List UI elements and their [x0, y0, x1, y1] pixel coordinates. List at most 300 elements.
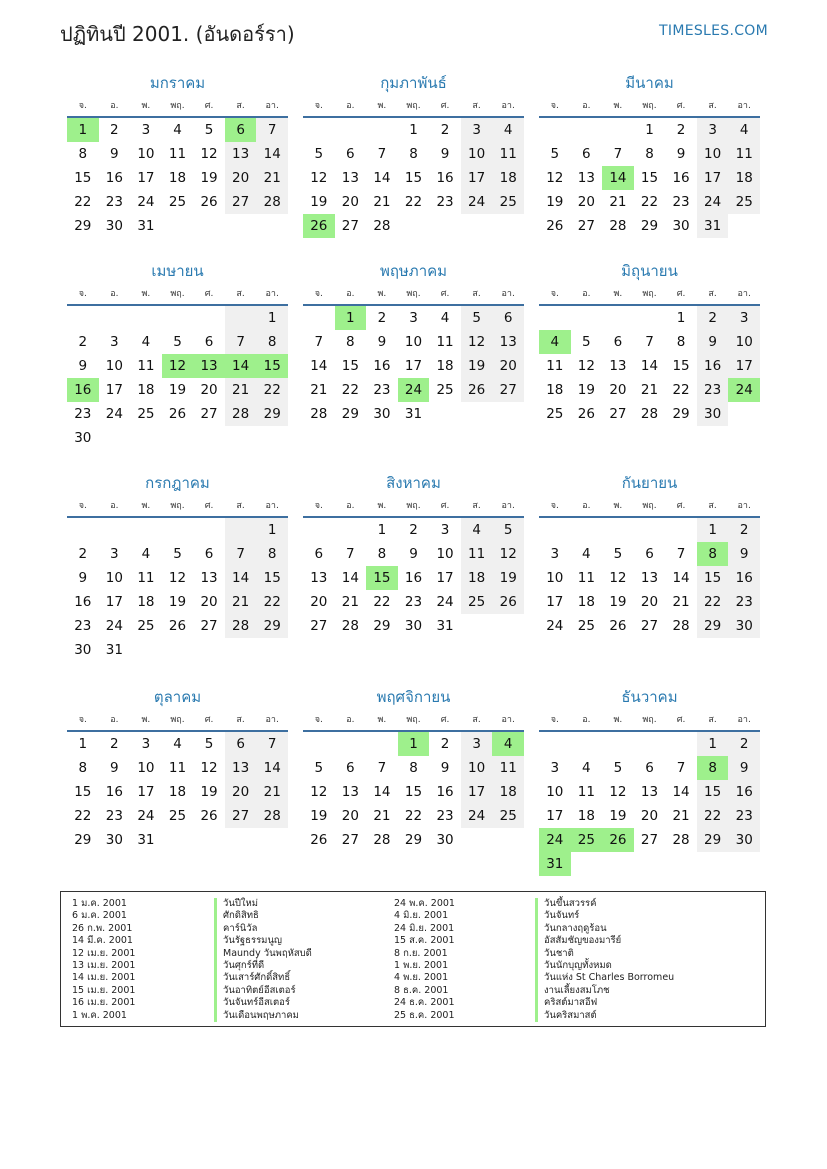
- day-cell: 16: [105, 784, 123, 800]
- month-11: [303, 684, 524, 852]
- day-cell: 28: [310, 406, 328, 422]
- month-8: [303, 470, 524, 638]
- day-cell: 21: [609, 194, 627, 210]
- day-cell: 9: [110, 146, 119, 162]
- holiday-date: 14 มี.ค. 2001: [72, 935, 133, 947]
- day-cell: 8: [676, 334, 686, 350]
- day-cell: 9: [440, 760, 450, 776]
- holiday-name: วันกลางฤดูร้อน: [535, 923, 674, 935]
- weekday-label: ส.: [708, 715, 717, 725]
- empty-day-cell: [225, 518, 257, 542]
- day-cell: 9: [78, 570, 88, 586]
- month-1: [67, 70, 288, 238]
- day-cell: 22: [256, 590, 288, 614]
- day-cell: 24: [546, 618, 564, 634]
- weekday-label: อา.: [501, 715, 515, 725]
- day-cell: 27: [200, 406, 218, 422]
- holiday-date: 4 มิ.ย. 2001: [394, 910, 449, 922]
- day-cell: 13: [609, 358, 627, 374]
- day-cell: 13: [310, 570, 328, 586]
- day-cell: 15: [404, 170, 423, 186]
- day-cell: 5: [314, 146, 324, 162]
- day-cell: 11: [436, 334, 454, 350]
- day-cell: 1: [335, 306, 367, 330]
- weekday-label: ศ.: [204, 289, 214, 299]
- weekday-label: ศ.: [440, 101, 450, 111]
- weekday-label: ศ.: [440, 289, 450, 299]
- day-cell: 19: [168, 382, 187, 398]
- empty-day-cell: [602, 518, 634, 542]
- day-cell: 15: [672, 358, 690, 374]
- weekday-label: ส.: [236, 101, 245, 111]
- day-cell: 1: [377, 522, 387, 538]
- day-cell: 1: [398, 732, 430, 756]
- weekday-label: ส.: [708, 289, 717, 299]
- weekday-label: จ.: [550, 289, 559, 299]
- holiday-dates-left: [72, 898, 135, 1022]
- holiday-name: วันเดือนพฤษภาคม: [214, 1010, 312, 1022]
- month-name: พฤศจิกายน: [376, 688, 451, 706]
- day-cell: 7: [225, 330, 257, 354]
- day-cell: 2: [440, 122, 450, 138]
- day-cell: 6: [645, 546, 654, 562]
- empty-day-cell: [303, 118, 335, 142]
- day-cell: 15: [640, 170, 659, 186]
- page-title: ปฏิทินปี 2001. (อันดอร์รา): [60, 22, 295, 46]
- day-cell: 21: [341, 594, 359, 610]
- empty-day-cell: [665, 518, 697, 542]
- day-grid: [539, 306, 760, 426]
- day-cell: 5: [173, 546, 182, 562]
- day-cell: 6: [346, 146, 355, 162]
- holiday-date: 8 ธ.ค. 2001: [394, 984, 449, 996]
- weekday-label: ส.: [708, 501, 717, 511]
- day-cell: 12: [609, 570, 627, 586]
- day-cell: 24: [137, 808, 155, 824]
- day-cell: 18: [546, 382, 564, 398]
- weekday-label: ศ.: [676, 501, 686, 511]
- weekday-label: ส.: [708, 101, 717, 111]
- holiday-name: คาร์นิวัล: [214, 923, 312, 935]
- day-cell: 22: [672, 382, 690, 398]
- day-cell: 30: [105, 832, 123, 848]
- day-cell: 24: [697, 190, 729, 214]
- day-cell: 27: [577, 218, 595, 234]
- day-cell: 2: [728, 518, 760, 542]
- day-cell: 19: [609, 594, 627, 610]
- day-cell: 5: [173, 334, 182, 350]
- day-cell: 13: [225, 142, 257, 166]
- day-cell: 14: [373, 170, 391, 186]
- day-cell: 8: [78, 760, 88, 776]
- day-cell: 14: [373, 784, 391, 800]
- day-cell: 21: [225, 378, 257, 402]
- day-cell: 12: [310, 784, 328, 800]
- day-cell: 10: [546, 784, 564, 800]
- day-cell: 27: [640, 832, 659, 848]
- day-cell: 31: [137, 218, 155, 234]
- day-cell: 5: [204, 736, 214, 752]
- day-cell: 23: [436, 194, 454, 210]
- holiday-name: วันขึ้นสวรรค์: [535, 898, 674, 910]
- holiday-date: 8 ก.ย. 2001: [394, 947, 448, 959]
- day-cell: 10: [105, 570, 123, 586]
- day-cell: 16: [728, 780, 760, 804]
- day-cell: 25: [168, 194, 187, 210]
- day-cell: 1: [409, 122, 418, 138]
- day-cell: 12: [310, 170, 328, 186]
- day-cell: 3: [141, 122, 151, 138]
- day-cell: 18: [168, 170, 187, 186]
- month-name: สิงหาคม: [386, 474, 441, 492]
- day-cell: 17: [105, 382, 123, 398]
- weekday-label: ศ.: [440, 715, 450, 725]
- day-cell: 26: [492, 590, 524, 614]
- empty-day-cell: [539, 518, 571, 542]
- weekday-label: ศ.: [204, 101, 214, 111]
- day-cell: 26: [168, 618, 187, 634]
- day-cell: 4: [728, 118, 760, 142]
- month-6: [539, 258, 760, 426]
- day-cell: 20: [609, 382, 627, 398]
- day-cell: 1: [67, 118, 99, 142]
- weekday-label: อา.: [265, 501, 279, 511]
- day-cell: 18: [137, 594, 155, 610]
- weekday-label: พฤ.: [170, 289, 185, 299]
- empty-day-cell: [162, 518, 194, 542]
- day-cell: 8: [256, 542, 288, 566]
- day-cell: 23: [728, 804, 760, 828]
- day-cell: 9: [377, 334, 387, 350]
- day-cell: 10: [105, 358, 123, 374]
- weekday-header: [67, 284, 288, 306]
- weekday-label: จ.: [550, 715, 559, 725]
- day-cell: 8: [409, 760, 418, 776]
- day-cell: 4: [582, 760, 591, 776]
- empty-day-cell: [193, 518, 225, 542]
- day-cell: 10: [461, 142, 493, 166]
- holiday-date: 26 ก.พ. 2001: [72, 922, 133, 934]
- empty-day-cell: [665, 732, 697, 756]
- day-cell: 30: [728, 828, 760, 852]
- weekday-label: อา.: [265, 715, 279, 725]
- day-cell: 21: [225, 590, 257, 614]
- day-cell: 6: [204, 334, 214, 350]
- empty-day-cell: [366, 118, 398, 142]
- day-cell: 18: [168, 784, 187, 800]
- day-cell: 14: [672, 570, 690, 586]
- weekday-label: จ.: [550, 501, 559, 511]
- holiday-name: วันจันทร์อีสเตอร์: [214, 997, 312, 1009]
- day-cell: 26: [200, 808, 218, 824]
- day-cell: 23: [436, 808, 454, 824]
- day-cell: 7: [314, 334, 324, 350]
- empty-day-cell: [602, 118, 634, 142]
- day-cell: 24: [436, 594, 454, 610]
- weekday-header: [303, 284, 524, 306]
- day-cell: 20: [341, 808, 359, 824]
- weekday-label: ส.: [472, 289, 481, 299]
- day-cell: 5: [492, 518, 524, 542]
- weekday-label: จ.: [550, 101, 559, 111]
- day-grid: [539, 732, 760, 876]
- empty-day-cell: [571, 518, 603, 542]
- day-cell: 10: [728, 330, 760, 354]
- weekday-header: [303, 710, 524, 732]
- month-9: [539, 470, 760, 638]
- day-cell: 2: [377, 310, 387, 326]
- day-cell: 23: [373, 382, 391, 398]
- day-cell: 9: [440, 146, 450, 162]
- day-cell: 4: [461, 518, 493, 542]
- holiday-name: วันชาติ: [535, 948, 674, 960]
- day-cell: 20: [310, 594, 328, 610]
- day-cell: 13: [193, 354, 225, 378]
- weekday-label: พ.: [613, 289, 623, 299]
- empty-day-cell: [335, 118, 367, 142]
- day-cell: 14: [225, 354, 257, 378]
- day-cell: 6: [314, 546, 324, 562]
- day-cell: 27: [341, 218, 359, 234]
- day-cell: 8: [645, 146, 654, 162]
- day-cell: 3: [728, 306, 760, 330]
- day-cell: 14: [640, 358, 659, 374]
- month-name: กันยายน: [621, 474, 678, 492]
- empty-day-cell: [602, 306, 634, 330]
- day-cell: 19: [546, 194, 564, 210]
- day-cell: 31: [697, 214, 729, 238]
- holiday-names-left: [214, 898, 312, 1022]
- day-cell: 21: [672, 808, 690, 824]
- holiday-list: [60, 891, 766, 1027]
- weekday-label: อ.: [582, 715, 591, 725]
- day-cell: 14: [256, 756, 288, 780]
- weekday-label: พฤ.: [406, 501, 421, 511]
- empty-day-cell: [67, 518, 99, 542]
- day-cell: 22: [404, 194, 423, 210]
- day-cell: 18: [492, 166, 524, 190]
- brand-logo[interactable]: TIMESLES.COM: [659, 23, 768, 39]
- weekday-label: อา.: [737, 101, 751, 111]
- day-cell: 27: [225, 190, 257, 214]
- day-cell: 1: [645, 122, 654, 138]
- day-cell: 8: [377, 546, 387, 562]
- day-cell: 7: [256, 732, 288, 756]
- day-cell: 4: [440, 310, 450, 326]
- day-cell: 15: [74, 784, 92, 800]
- weekday-label: พฤ.: [170, 501, 185, 511]
- weekday-label: จ.: [314, 289, 323, 299]
- weekday-label: อ.: [346, 715, 355, 725]
- day-cell: 19: [200, 170, 218, 186]
- weekday-label: อ.: [346, 289, 355, 299]
- day-cell: 16: [105, 170, 123, 186]
- day-cell: 31: [137, 832, 155, 848]
- day-cell: 21: [256, 166, 288, 190]
- empty-day-cell: [335, 732, 367, 756]
- weekday-label: ศ.: [204, 715, 214, 725]
- day-cell: 11: [137, 570, 155, 586]
- day-cell: 2: [78, 546, 88, 562]
- holiday-date: 1 พ.ย. 2001: [394, 959, 449, 971]
- day-cell: 29: [404, 832, 423, 848]
- day-cell: 19: [492, 566, 524, 590]
- day-cell: 14: [672, 784, 690, 800]
- day-cell: 25: [137, 406, 155, 422]
- weekday-label: อ.: [110, 101, 119, 111]
- day-cell: 6: [204, 546, 214, 562]
- day-cell: 6: [225, 732, 257, 756]
- holiday-name: Maundy วันพฤหัสบดี: [214, 948, 312, 960]
- day-cell: 3: [461, 732, 493, 756]
- day-cell: 11: [546, 358, 564, 374]
- day-cell: 16: [67, 378, 99, 402]
- weekday-label: ศ.: [204, 501, 214, 511]
- holiday-date: 15 ส.ค. 2001: [394, 935, 455, 947]
- day-cell: 25: [571, 828, 603, 852]
- day-cell: 9: [110, 760, 119, 776]
- day-cell: 20: [577, 194, 595, 210]
- day-cell: 11: [728, 142, 760, 166]
- day-cell: 21: [310, 382, 328, 398]
- weekday-label: พฤ.: [170, 101, 185, 111]
- holiday-name: คริสต์มาสอีฟ: [535, 997, 674, 1009]
- weekday-label: พฤ.: [170, 715, 185, 725]
- month-name: ตุลาคม: [153, 688, 202, 706]
- day-cell: 5: [204, 122, 214, 138]
- day-cell: 12: [609, 784, 627, 800]
- month-name: กรกฎาคม: [145, 474, 210, 492]
- weekday-label: อ.: [582, 101, 591, 111]
- day-cell: 15: [256, 354, 288, 378]
- day-cell: 22: [404, 808, 423, 824]
- day-cell: 1: [256, 306, 288, 330]
- day-cell: 2: [440, 736, 450, 752]
- weekday-header: [539, 96, 760, 118]
- day-grid: [67, 306, 288, 450]
- day-grid: [67, 118, 288, 238]
- day-cell: 21: [672, 594, 690, 610]
- weekday-label: พ.: [377, 101, 387, 111]
- weekday-label: ส.: [472, 715, 481, 725]
- day-cell: 7: [346, 546, 355, 562]
- day-cell: 4: [582, 546, 591, 562]
- month-name: มกราคม: [149, 74, 206, 92]
- weekday-label: จ.: [314, 501, 323, 511]
- day-cell: 6: [492, 306, 524, 330]
- day-cell: 18: [577, 808, 595, 824]
- day-cell: 17: [546, 594, 564, 610]
- day-cell: 5: [613, 546, 623, 562]
- day-cell: 12: [577, 358, 595, 374]
- holiday-name: วันอาทิตย์อีสเตอร์: [214, 985, 312, 997]
- day-cell: 26: [303, 214, 335, 238]
- day-cell: 23: [672, 194, 690, 210]
- day-cell: 23: [74, 406, 92, 422]
- day-cell: 20: [341, 194, 359, 210]
- day-cell: 1: [78, 736, 88, 752]
- day-cell: 3: [550, 760, 560, 776]
- day-grid: [539, 518, 760, 638]
- weekday-label: อา.: [501, 101, 515, 111]
- day-cell: 28: [672, 618, 690, 634]
- day-cell: 30: [728, 614, 760, 638]
- weekday-label: พฤ.: [642, 289, 657, 299]
- empty-day-cell: [571, 732, 603, 756]
- day-cell: 12: [546, 170, 564, 186]
- day-cell: 13: [341, 170, 359, 186]
- empty-day-cell: [571, 118, 603, 142]
- day-cell: 18: [436, 358, 454, 374]
- weekday-header: [539, 284, 760, 306]
- holiday-name: วันศุกร์ที่ดี: [214, 960, 312, 972]
- day-cell: 19: [310, 194, 328, 210]
- day-cell: 1: [676, 310, 686, 326]
- month-5: [303, 258, 524, 426]
- day-cell: 28: [341, 618, 359, 634]
- day-cell: 14: [310, 358, 328, 374]
- weekday-label: จ.: [78, 501, 87, 511]
- day-cell: 11: [577, 784, 595, 800]
- holiday-name: วันนักบุญทั้งหมด: [535, 960, 674, 972]
- day-cell: 7: [613, 146, 623, 162]
- day-cell: 4: [141, 546, 151, 562]
- day-cell: 25: [546, 406, 564, 422]
- day-cell: 22: [697, 804, 729, 828]
- month-name: มีนาคม: [625, 74, 674, 92]
- weekday-label: พ.: [141, 501, 151, 511]
- day-cell: 3: [550, 546, 560, 562]
- day-cell: 31: [436, 618, 454, 634]
- day-cell: 6: [346, 760, 355, 776]
- empty-day-cell: [571, 306, 603, 330]
- day-cell: 13: [200, 570, 218, 586]
- day-cell: 22: [74, 808, 92, 824]
- month-2: [303, 70, 524, 238]
- day-cell: 25: [168, 808, 187, 824]
- month-name: พฤษภาคม: [379, 262, 448, 280]
- weekday-label: ศ.: [676, 715, 686, 725]
- day-cell: 30: [404, 618, 423, 634]
- empty-day-cell: [162, 306, 194, 330]
- day-cell: 20: [640, 808, 659, 824]
- empty-day-cell: [99, 306, 131, 330]
- empty-day-cell: [539, 306, 571, 330]
- day-cell: 18: [461, 566, 493, 590]
- day-cell: 13: [492, 330, 524, 354]
- holiday-date: 14 เม.ย. 2001: [72, 972, 136, 984]
- day-cell: 26: [602, 828, 634, 852]
- day-cell: 10: [697, 142, 729, 166]
- day-cell: 8: [409, 146, 418, 162]
- empty-day-cell: [99, 518, 131, 542]
- day-cell: 22: [341, 382, 359, 398]
- holiday-name: วันแห่ง St Charles Borromeu: [535, 972, 674, 984]
- day-cell: 1: [697, 518, 729, 542]
- day-cell: 22: [373, 594, 391, 610]
- day-cell: 7: [645, 334, 654, 350]
- day-cell: 19: [200, 784, 218, 800]
- day-cell: 7: [676, 760, 686, 776]
- day-cell: 16: [436, 784, 454, 800]
- day-cell: 28: [225, 614, 257, 638]
- day-cell: 30: [74, 642, 92, 658]
- weekday-label: พ.: [141, 101, 151, 111]
- day-cell: 16: [404, 570, 423, 586]
- day-cell: 9: [676, 146, 686, 162]
- day-cell: 27: [225, 804, 257, 828]
- day-cell: 10: [546, 570, 564, 586]
